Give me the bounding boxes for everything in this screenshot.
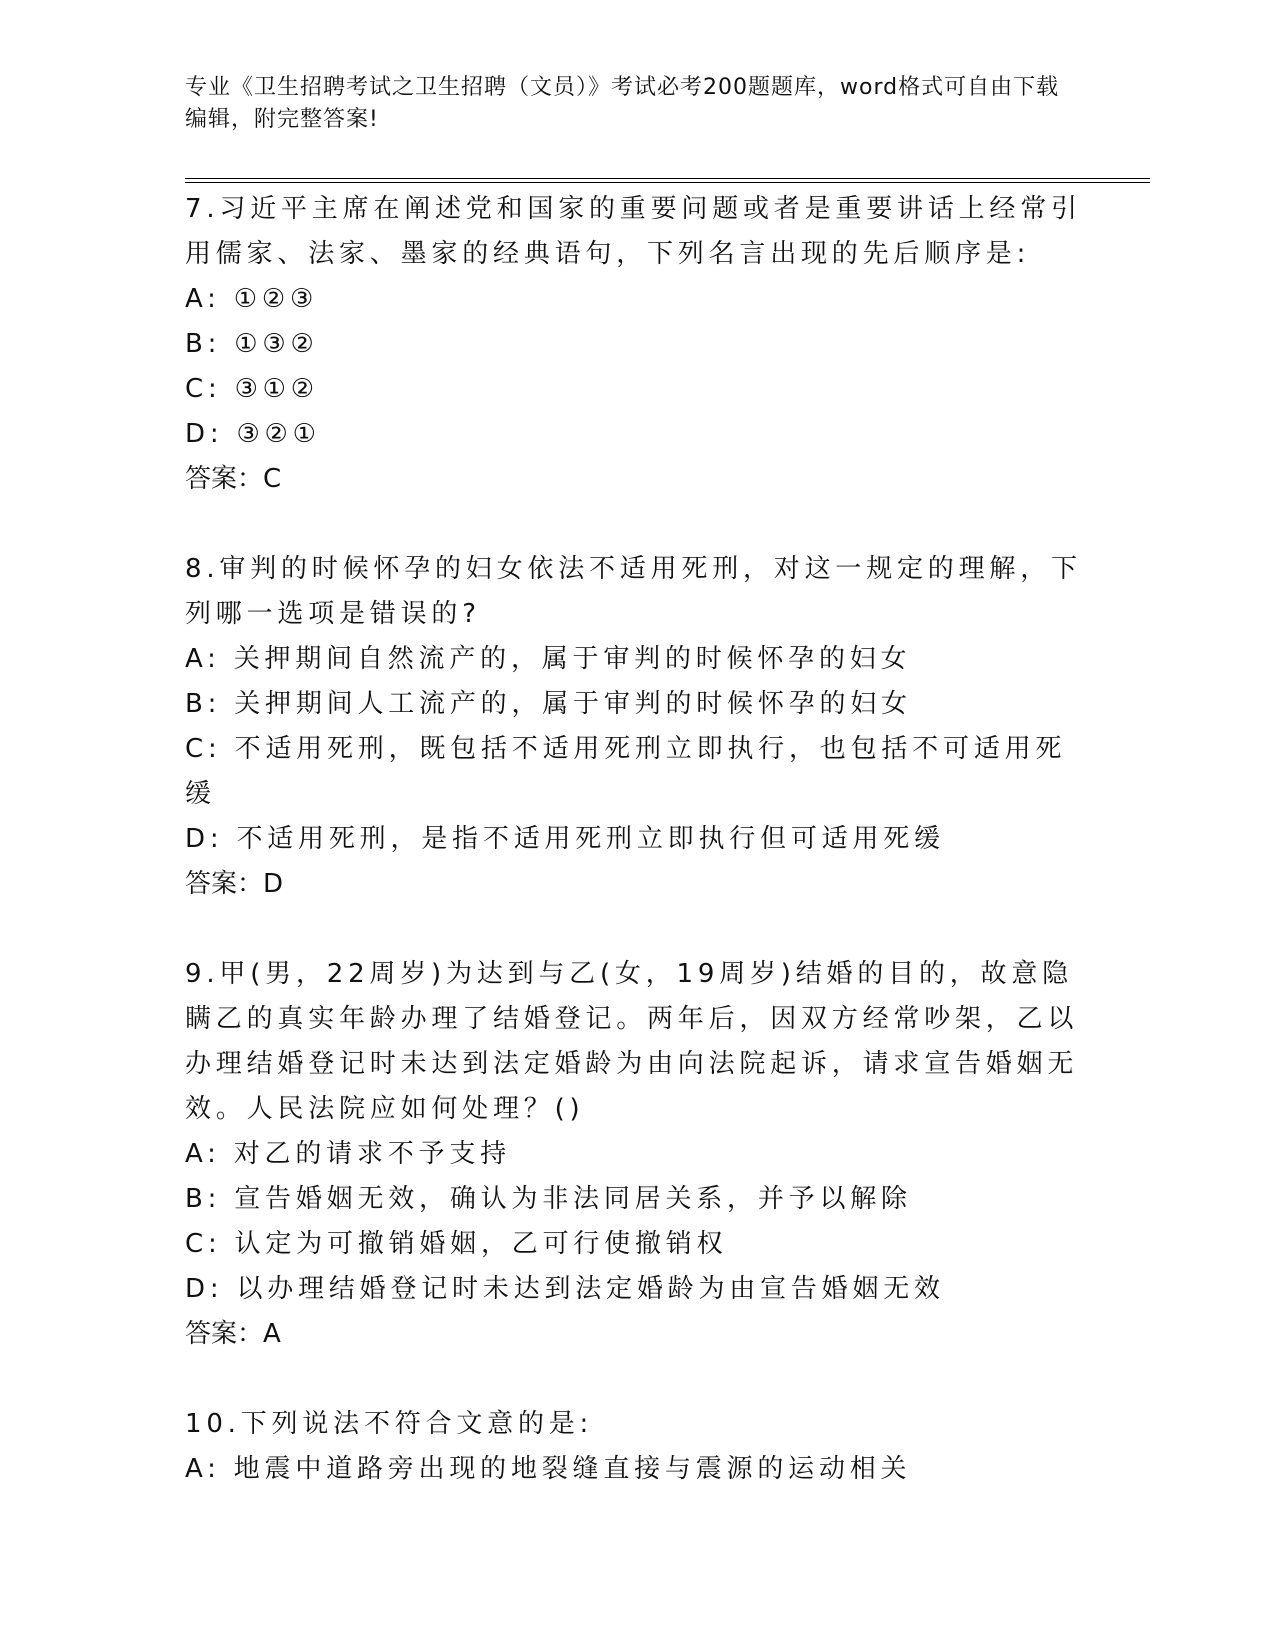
question-9 xyxy=(185,952,1085,1357)
option-d: D: 不适用死刑，是指不适用死刑立即执行但可适用死缓 xyxy=(185,824,945,854)
option-a: A: ①②③ xyxy=(185,284,319,314)
option-d: D: ③②① xyxy=(185,419,321,449)
question-stem: 9.甲(男，22周岁)为达到与乙(女，19周岁)结婚的目的，故意隐瞒乙的真实年龄办理了结婚登记。两年后，因双方经常吵架，乙以办理结婚登记时未达到法定婚龄为由向法院起诉，请求宣告婚姻无效。人民法院应如何处理？() xyxy=(185,959,1079,1124)
spacer xyxy=(185,502,1085,547)
question-stem: 7.习近平主席在阐述党和国家的重要问题或者是重要讲话上经常引用儒家、法家、墨家的经典语句，下列名言出现的先后顺序是: xyxy=(185,194,1082,269)
option-d: D: 以办理结婚登记时未达到法定婚龄为由宣告婚姻无效 xyxy=(185,1274,945,1304)
question-stem: 10.下列说法不符合文意的是: xyxy=(185,1409,594,1439)
answer: 答案：C xyxy=(185,464,282,494)
header-rule-bottom xyxy=(185,182,1150,183)
option-b: B: 宣告婚姻无效，确认为非法同居关系，并予以解除 xyxy=(185,1184,912,1214)
question-list xyxy=(185,187,1085,1492)
answer: 答案：D xyxy=(185,869,284,899)
question-8 xyxy=(185,547,1085,907)
question-7 xyxy=(185,187,1085,502)
answer: 答案：A xyxy=(185,1319,281,1349)
question-10 xyxy=(185,1402,1085,1492)
option-c: C: 认定为可撤销婚姻，乙可行使撤销权 xyxy=(185,1229,728,1259)
option-b: B: 关押期间人工流产的，属于审判的时候怀孕的妇女 xyxy=(185,689,912,719)
option-a: A: 对乙的请求不予支持 xyxy=(185,1139,511,1169)
header-rule-top xyxy=(185,178,1150,179)
question-stem: 8.审判的时候怀孕的妇女依法不适用死刑，对这一规定的理解，下列哪一选项是错误的? xyxy=(185,554,1082,629)
spacer xyxy=(185,907,1085,952)
option-a: A: 地震中道路旁出现的地裂缝直接与震源的运动相关 xyxy=(185,1454,912,1484)
spacer xyxy=(185,1357,1085,1402)
page-header: 专业《卫生招聘考试之卫生招聘（文员）》考试必考200题题库，word格式可自由下载编辑，附完整答案! xyxy=(185,75,1060,132)
option-c: C: ③①② xyxy=(185,374,319,404)
option-b: B: ①③② xyxy=(185,329,319,359)
option-c: C: 不适用死刑，既包括不适用死刑立即执行，也包括不可适用死缓 xyxy=(185,734,1067,809)
option-a: A: 关押期间自然流产的，属于审判的时候怀孕的妇女 xyxy=(185,644,912,674)
